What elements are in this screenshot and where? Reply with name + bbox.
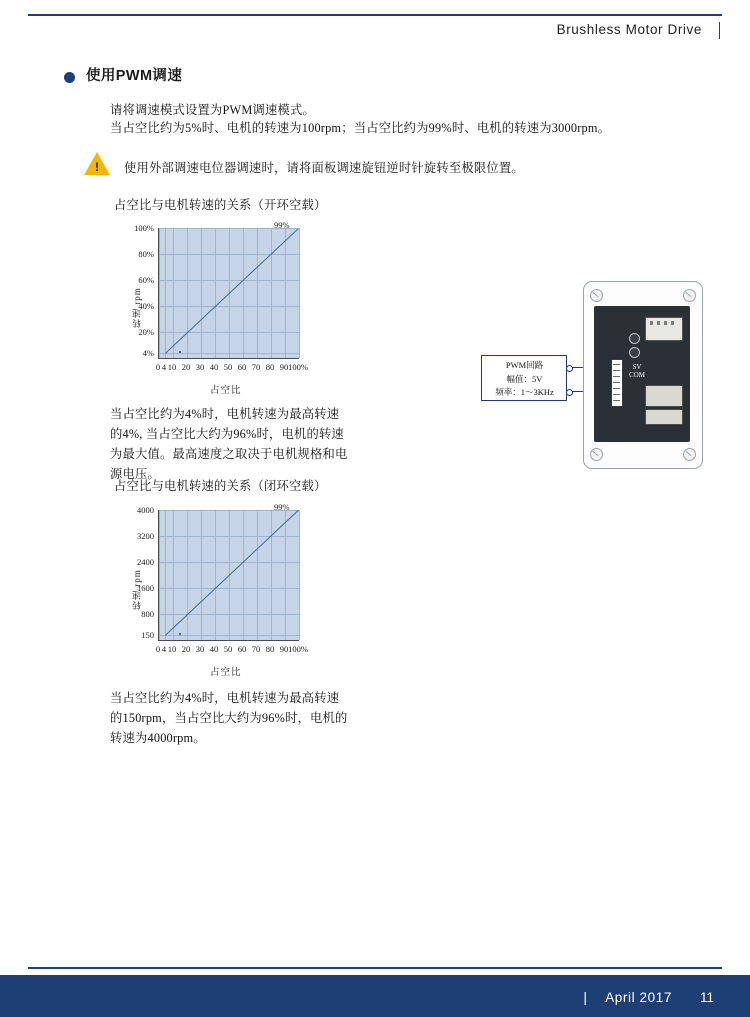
chart-gridline-vertical <box>299 228 300 358</box>
footer-divider <box>28 967 722 969</box>
chart-gridline-vertical <box>187 228 188 358</box>
chart-x-tick-label: 90 <box>279 644 289 654</box>
body-paragraph-2: 当占空比约为4%时，电机转速为最高转速的150rpm，当占空比大约为96%时，电机的转速为4000rpm。 <box>110 691 348 745</box>
warning-text: 使用外部调速电位器调速时，请将面板调速旋钮逆时针旋转至极限位置。 <box>124 161 524 175</box>
pwm-node-bottom <box>566 389 573 396</box>
chart-y-tick-label: 4000 <box>137 505 154 515</box>
terminal-block-bottom <box>645 385 683 407</box>
footer-date: April 2017 <box>605 990 672 1005</box>
pwm-box-line-2: 幅值：5V <box>506 373 543 384</box>
chart1-end-label: 99% <box>274 220 290 230</box>
chart-x-tick-label: 80 <box>265 362 275 372</box>
chart-x-tick-label: 40 <box>209 644 219 654</box>
terminal-block-lower <box>645 409 683 425</box>
chart-gridline-vertical <box>201 228 202 358</box>
screw-icon <box>590 289 603 302</box>
connector-block-top <box>645 317 683 341</box>
chart-x-tick-label: 40 <box>209 362 219 372</box>
chart-gridline-vertical <box>187 510 188 640</box>
screw-icon <box>683 289 696 302</box>
chart2-end-label: 99% <box>274 502 290 512</box>
pwm-box-line-3: 频率：1～3KHz <box>495 387 554 397</box>
chart-gridline-vertical <box>285 228 286 358</box>
intro-paragraph-1: 请将调速模式设置为PWM调速模式。 <box>110 103 315 117</box>
chart-gridline-vertical <box>299 510 300 640</box>
chart-x-tick-label: 20 <box>181 644 191 654</box>
warning-exclamation-icon: ! <box>95 160 99 174</box>
chart-x-tick-label: 50 <box>223 362 233 372</box>
chart-y-tick-label: 60% <box>138 275 154 285</box>
chart-y-tick-label: 800 <box>141 609 154 619</box>
chart-gridline-horizontal <box>159 353 299 354</box>
chart-x-tick-label: 50 <box>223 644 233 654</box>
chart-gridline-vertical <box>159 510 160 640</box>
chart-gridline-horizontal <box>159 588 299 589</box>
chart-y-tick-label: 3200 <box>137 531 154 541</box>
trimmer-knob-icon <box>629 347 640 358</box>
chart-gridline-vertical <box>173 228 174 358</box>
chart-x-tick-label: 90 <box>279 362 289 372</box>
chart-y-tick-label: 80% <box>138 249 154 259</box>
chart-gridline-vertical <box>271 228 272 358</box>
chart-origin-marker <box>179 351 181 353</box>
screw-icon <box>683 448 696 461</box>
com-terminal-label: COM <box>629 371 645 379</box>
chart-gridline-vertical <box>201 510 202 640</box>
chart2-y-axis-title: 转速 rpm <box>132 569 142 610</box>
chart-data-line <box>165 510 299 636</box>
chart-gridline-horizontal <box>159 332 299 333</box>
chart1-x-axis-title: 占空比 <box>210 386 242 396</box>
header-title: Brushless Motor Drive <box>556 22 702 37</box>
chart-gridline-vertical <box>243 228 244 358</box>
chart-gridline-horizontal <box>159 635 299 636</box>
chart2-x-axis-title: 占空比 <box>210 668 242 678</box>
header-accent-bar <box>719 22 720 39</box>
chart-closed-loop <box>110 500 310 678</box>
pwm-node-top <box>566 365 573 372</box>
chart-gridline-horizontal <box>159 536 299 537</box>
chart-gridline-horizontal <box>159 306 299 307</box>
chart-gridline-vertical <box>257 228 258 358</box>
chart-gridline-vertical <box>271 510 272 640</box>
pin-header-strip <box>611 359 623 407</box>
chart-gridline-vertical <box>243 510 244 640</box>
chart2-plot-area <box>158 510 299 641</box>
chart-gridline-vertical <box>159 228 160 358</box>
chart-x-tick-label: 0 <box>155 644 161 654</box>
chart-gridline-vertical <box>215 228 216 358</box>
chart1-plot-area <box>158 228 299 359</box>
chart-gridline-vertical <box>215 510 216 640</box>
chart-data-line <box>165 228 299 354</box>
chart-gridline-vertical <box>257 510 258 640</box>
footer-separator: | <box>583 989 587 1005</box>
chart-gridline-horizontal <box>159 562 299 563</box>
chart-gridline-horizontal <box>159 614 299 615</box>
trimmer-knob-icon <box>629 333 640 344</box>
chart-x-tick-label: 60 <box>237 644 247 654</box>
body-paragraph-1: 当占空比约为4%时，电机转速为最高转速的4%, 当占空比大约为96%时，电机的转速为最大值。最高速度之取决于电机规格和电源电压。 <box>110 407 348 481</box>
chart-gridline-vertical <box>285 510 286 640</box>
chart-open-loop <box>110 218 310 396</box>
chart-x-tick-label: 70 <box>251 644 261 654</box>
chart-x-tick-label: 80 <box>265 644 275 654</box>
drive-device-illustration <box>583 281 701 467</box>
chart1-caption: 占空比与电机转速的关系（开环空载） <box>114 198 327 212</box>
header-divider <box>28 14 722 16</box>
chart-y-tick-label: 40% <box>138 301 154 311</box>
chart-y-tick-label: 4% <box>142 348 154 358</box>
chart-y-tick-label: 150 <box>141 630 154 640</box>
chart-gridline-vertical <box>165 510 166 640</box>
sv-terminal-label: SV <box>632 363 642 371</box>
chart-x-tick-label: 10 <box>167 362 177 372</box>
chart-y-tick-label: 2400 <box>137 557 154 567</box>
chart1-y-axis-title: 转速 rpm <box>132 287 142 328</box>
chart-x-tick-label: 10 <box>167 644 177 654</box>
chart-x-tick-label: 20 <box>181 362 191 372</box>
screw-icon <box>590 448 603 461</box>
section-title: 使用PWM调速 <box>86 68 183 84</box>
chart-x-tick-label: 60 <box>237 362 247 372</box>
chart-y-tick-label: 20% <box>138 327 154 337</box>
chart-origin-marker <box>179 633 181 635</box>
chart-gridline-horizontal <box>159 280 299 281</box>
chart-x-tick-label: 0 <box>155 362 161 372</box>
intro-paragraph-2: 当占空比约为5%时、电机的转速为100rpm；当占空比约为99%时、电机的转速为3000rpm。 <box>110 121 611 135</box>
chart-x-tick-label: 100% <box>288 362 308 372</box>
chart-x-tick-label: 30 <box>195 362 205 372</box>
chart-x-tick-label: 4 <box>161 362 167 372</box>
pwm-box-line-1: PWM回路 <box>505 360 544 370</box>
chart-gridline-vertical <box>165 228 166 358</box>
chart2-caption: 占空比与电机转速的关系（闭环空载） <box>114 479 327 493</box>
chart-y-tick-label: 100% <box>134 223 154 233</box>
chart-x-tick-label: 4 <box>161 644 167 654</box>
section-bullet-icon <box>64 72 75 83</box>
chart-x-tick-label: 100% <box>288 644 308 654</box>
chart-gridline-vertical <box>173 510 174 640</box>
chart-x-tick-label: 70 <box>251 362 261 372</box>
chart-y-tick-label: 1600 <box>137 583 154 593</box>
chart-gridline-horizontal <box>159 254 299 255</box>
pwm-circuit-box <box>481 355 567 401</box>
chart-x-tick-label: 30 <box>195 644 205 654</box>
footer-page-number: 11 <box>699 990 714 1005</box>
